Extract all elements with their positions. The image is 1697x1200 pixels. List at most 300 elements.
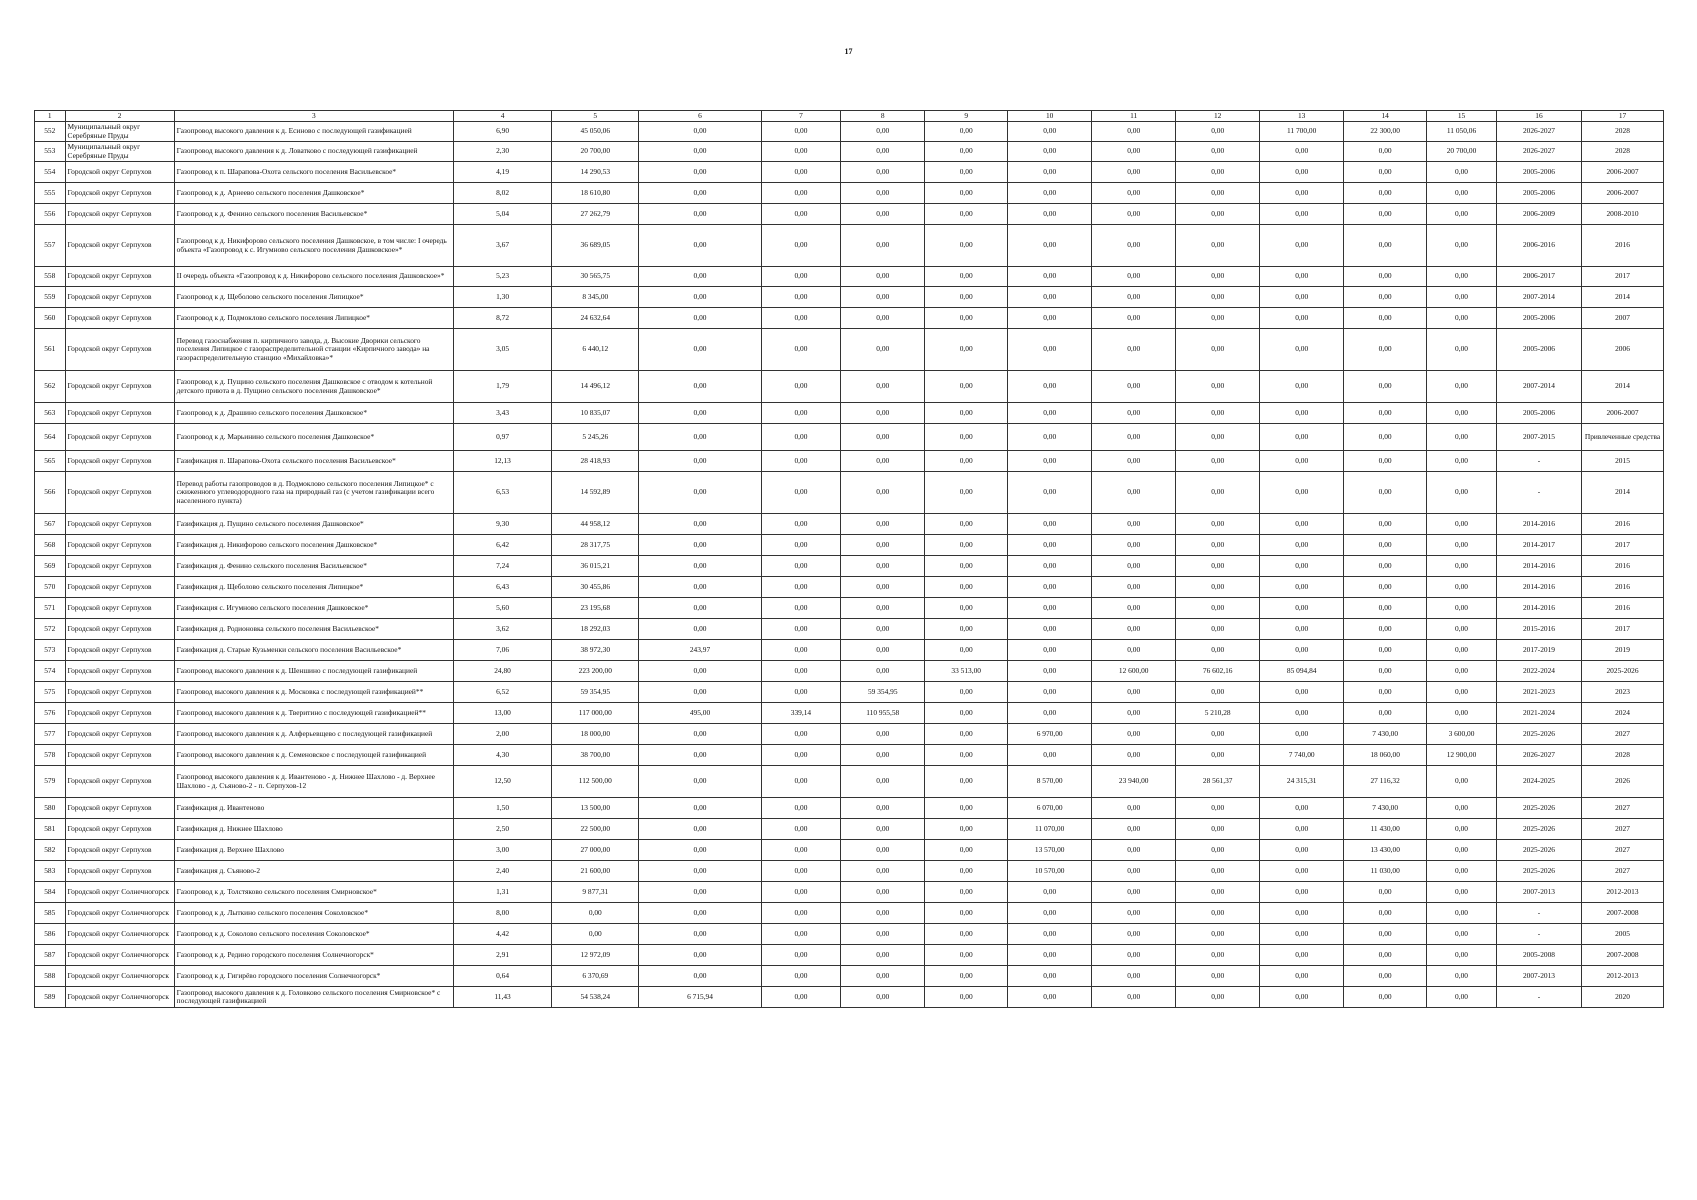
table-cell: 0,00 (1260, 703, 1344, 724)
table-cell: 1,50 (453, 798, 551, 819)
table-cell: Городской округ Серпухов (65, 640, 174, 661)
table-cell: 0,00 (639, 514, 761, 535)
table-cell: 0,00 (1427, 966, 1497, 987)
table-cell: 0,00 (1092, 798, 1176, 819)
table-cell: 5,23 (453, 267, 551, 287)
table-cell: 0,00 (761, 183, 841, 204)
table-cell: Газификация д. Съяново-2 (174, 861, 453, 882)
table-cell: Городской округ Серпухов (65, 204, 174, 225)
table-cell: 0,00 (841, 204, 925, 225)
column-header: 17 (1582, 111, 1664, 122)
table-cell: 0,00 (925, 640, 1008, 661)
table-cell: 570 (35, 577, 66, 598)
table-cell: 0,00 (761, 403, 841, 424)
table-cell: 0,00 (925, 162, 1008, 183)
table-cell: 572 (35, 619, 66, 640)
table-cell: Городской округ Серпухов (65, 745, 174, 766)
table-cell: 2006-2007 (1582, 183, 1664, 204)
header-row (35, 111, 1664, 122)
table-cell: 3,00 (453, 840, 551, 861)
table-cell: 0,00 (1008, 122, 1092, 142)
table-cell: 2014-2016 (1496, 577, 1581, 598)
table-cell: 0,00 (1427, 183, 1497, 204)
table-cell: 0,00 (552, 903, 639, 924)
table-cell: 0,00 (1092, 308, 1176, 329)
table-cell: 2020 (1582, 987, 1664, 1008)
table-cell: 0,00 (841, 122, 925, 142)
table-cell: 0,00 (1176, 745, 1260, 766)
table-cell: 2,50 (453, 819, 551, 840)
table-cell: 586 (35, 924, 66, 945)
table-cell: 0,00 (1176, 577, 1260, 598)
table-cell: 10 570,00 (1008, 861, 1092, 882)
column-header: 13 (1260, 111, 1344, 122)
table-cell: 0,00 (1260, 640, 1344, 661)
table-cell: Городской округ Серпухов (65, 329, 174, 371)
table-cell: 0,00 (639, 225, 761, 267)
table-cell: 0,00 (1092, 577, 1176, 598)
table-cell: Газопровод к п. Шарапова-Охота сельского поселения Васильевское* (174, 162, 453, 183)
table-cell: 8,02 (453, 183, 551, 204)
table-cell: Газопровод высокого давления к д. Головково сельского поселения Смирновское* с последующей газификацией (174, 987, 453, 1008)
table-cell: 0,00 (1427, 798, 1497, 819)
column-header: 1 (35, 111, 66, 122)
table-cell: 2025-2026 (1496, 861, 1581, 882)
table-cell: 0,00 (1092, 987, 1176, 1008)
table-cell: 117 000,00 (552, 703, 639, 724)
table-cell: 6,90 (453, 122, 551, 142)
table-row (35, 966, 1664, 987)
table-cell: 0,00 (1092, 556, 1176, 577)
table-cell: 0,00 (1092, 682, 1176, 703)
table-cell: Газопровод к д. Никифорово сельского поселения Дашковское, в том числе: I очередь объекта «Газопровод к с. Игумново сельского поселения Дашковское»* (174, 225, 453, 267)
table-cell: 2015 (1582, 451, 1664, 472)
table-cell: 0,00 (1092, 966, 1176, 987)
table-cell: 7,24 (453, 556, 551, 577)
table-cell: 0,00 (1344, 882, 1427, 903)
table-row (35, 451, 1664, 472)
table-row (35, 798, 1664, 819)
table-cell: 0,00 (1092, 122, 1176, 142)
table-cell: 0,00 (1427, 514, 1497, 535)
table-cell: 0,00 (1260, 987, 1344, 1008)
table-row (35, 724, 1664, 745)
table-cell: 36 015,21 (552, 556, 639, 577)
table-cell: Городской округ Серпухов (65, 682, 174, 703)
table-cell: 0,00 (1427, 267, 1497, 287)
table-cell: 0,00 (925, 329, 1008, 371)
table-cell: 0,00 (925, 966, 1008, 987)
table-cell: 6 715,94 (639, 987, 761, 1008)
table-cell: 0,00 (1344, 924, 1427, 945)
table-cell: 0,00 (1008, 682, 1092, 703)
table-cell: 0,00 (761, 122, 841, 142)
table-cell: 12 600,00 (1092, 661, 1176, 682)
table-cell: 0,00 (1260, 556, 1344, 577)
table-cell: 0,00 (1344, 945, 1427, 966)
table-cell: 2027 (1582, 861, 1664, 882)
table-cell: 339,14 (761, 703, 841, 724)
table-cell: 0,00 (1092, 598, 1176, 619)
table-cell: Городской округ Серпухов (65, 424, 174, 451)
table-cell: 0,00 (1176, 966, 1260, 987)
table-cell: 559 (35, 287, 66, 308)
table-cell: 0,00 (1176, 308, 1260, 329)
table-cell: 0,00 (841, 403, 925, 424)
table-cell: 0,00 (925, 598, 1008, 619)
table-cell: 0,00 (1344, 966, 1427, 987)
table-cell: 0,00 (761, 267, 841, 287)
table-cell: 7,06 (453, 640, 551, 661)
table-cell: 2006-2016 (1496, 225, 1581, 267)
table-cell: 0,00 (639, 267, 761, 287)
table-cell: 588 (35, 966, 66, 987)
table-cell: 6 440,12 (552, 329, 639, 371)
table-cell: 0,00 (1176, 371, 1260, 403)
table-cell: 0,97 (453, 424, 551, 451)
table-cell: 0,00 (1427, 861, 1497, 882)
table-cell: 2005-2006 (1496, 162, 1581, 183)
table-cell: 2021-2024 (1496, 703, 1581, 724)
table-cell: 0,00 (925, 840, 1008, 861)
table-cell: 0,00 (761, 619, 841, 640)
table-cell: Газопровод к д. Соколово сельского поселения Соколовское* (174, 924, 453, 945)
table-cell: 0,00 (841, 661, 925, 682)
table-cell: 2005-2006 (1496, 308, 1581, 329)
table-cell: 0,00 (925, 204, 1008, 225)
table-cell: 0,00 (1008, 451, 1092, 472)
table-cell: 23 195,68 (552, 598, 639, 619)
table-cell: 0,00 (925, 371, 1008, 403)
table-cell: 13 500,00 (552, 798, 639, 819)
table-cell: 0,00 (841, 514, 925, 535)
table-cell: 0,00 (925, 403, 1008, 424)
table-cell: 0,00 (639, 472, 761, 514)
table-row (35, 122, 1664, 142)
table-cell: 0,00 (1344, 472, 1427, 514)
table-cell: 0,00 (1260, 798, 1344, 819)
table-cell: 0,00 (1008, 472, 1092, 514)
table-cell: 0,00 (1008, 945, 1092, 966)
table-cell: Городской округ Солнечногорск (65, 924, 174, 945)
column-header: 9 (925, 111, 1008, 122)
table-cell: Газопровод к д. Арнеево сельского поселения Дашковское* (174, 183, 453, 204)
table-cell: 0,00 (1008, 424, 1092, 451)
table-cell: 0,00 (1344, 556, 1427, 577)
table-row (35, 840, 1664, 861)
table-cell: 0,00 (1176, 204, 1260, 225)
table-cell: Газопровод высокого давления к д. Тверитино с последующей газификацией** (174, 703, 453, 724)
table-cell: 0,00 (639, 598, 761, 619)
table-cell: Газификация д. Родионовка сельского поселения Васильевское* (174, 619, 453, 640)
table-cell: 2007 (1582, 308, 1664, 329)
table-cell: 0,00 (1344, 514, 1427, 535)
table-cell: 0,00 (761, 535, 841, 556)
table-cell: 2014 (1582, 371, 1664, 403)
table-cell: 566 (35, 472, 66, 514)
table-cell: 0,00 (1344, 661, 1427, 682)
table-cell: 2008-2010 (1582, 204, 1664, 225)
table-cell: 0,00 (841, 966, 925, 987)
table-cell: 0,00 (1008, 556, 1092, 577)
table-cell: 5 210,28 (1176, 703, 1260, 724)
table-cell: 0,00 (1427, 577, 1497, 598)
table-cell: Городской округ Солнечногорск (65, 882, 174, 903)
table-cell: 0,00 (639, 451, 761, 472)
table-cell: 0,00 (1260, 819, 1344, 840)
column-header: 15 (1427, 111, 1497, 122)
table-cell: 3,05 (453, 329, 551, 371)
table-cell: 2007-2014 (1496, 287, 1581, 308)
table-cell: 0,00 (1344, 598, 1427, 619)
table-cell: 2014-2017 (1496, 535, 1581, 556)
table-row (35, 472, 1664, 514)
table-cell: Газификация д. Верхнее Шахлово (174, 840, 453, 861)
table-cell: 5,60 (453, 598, 551, 619)
table-cell: 0,00 (1176, 682, 1260, 703)
table-cell: 2005-2008 (1496, 945, 1581, 966)
table-cell: 583 (35, 861, 66, 882)
table-cell: 0,00 (1092, 142, 1176, 162)
table-cell: 0,00 (761, 556, 841, 577)
table-cell: 0,00 (841, 556, 925, 577)
table-cell: 0,00 (761, 766, 841, 798)
table-cell: 2025-2026 (1496, 798, 1581, 819)
table-cell: Газопровод высокого давления к д. Есиново с последующей газификацией (174, 122, 453, 142)
table-cell: 2006 (1582, 329, 1664, 371)
table-row (35, 598, 1664, 619)
table-cell: 0,00 (761, 987, 841, 1008)
table-cell: 0,00 (925, 577, 1008, 598)
table-cell: 27 262,79 (552, 204, 639, 225)
table-cell: 578 (35, 745, 66, 766)
table-cell: 0,00 (1176, 514, 1260, 535)
table-cell: 0,00 (1092, 535, 1176, 556)
table-cell: 0,00 (1092, 819, 1176, 840)
table-cell: 0,00 (1092, 945, 1176, 966)
table-cell: 0,00 (1427, 840, 1497, 861)
table-cell: Газопровод высокого давления к д. Ловатково с последующей газификацией (174, 142, 453, 162)
data-table (34, 110, 1664, 1008)
table-cell: 11 430,00 (1344, 819, 1427, 840)
table-cell: Городской округ Солнечногорск (65, 945, 174, 966)
table-cell: 0,00 (1092, 882, 1176, 903)
table-cell: 0,00 (1260, 840, 1344, 861)
table-cell: Газопровод к д. Пущино сельского поселения Дашковское с отводом к котельной детского приюта в д. Пущино сельского поселения Дашковское* (174, 371, 453, 403)
table-cell: 582 (35, 840, 66, 861)
table-cell: 2014 (1582, 287, 1664, 308)
table-cell: 0,00 (1008, 924, 1092, 945)
table-cell: Городской округ Серпухов (65, 514, 174, 535)
table-row (35, 682, 1664, 703)
table-cell: 0,00 (841, 640, 925, 661)
table-cell: 0,00 (841, 183, 925, 204)
table-cell: 0,00 (925, 535, 1008, 556)
table-cell: 8,00 (453, 903, 551, 924)
table-cell: 0,00 (1260, 535, 1344, 556)
table-cell: 0,00 (1427, 225, 1497, 267)
table-cell: 18 060,00 (1344, 745, 1427, 766)
table-cell: 0,00 (1260, 329, 1344, 371)
table-cell: 2007-2008 (1582, 903, 1664, 924)
table-row (35, 204, 1664, 225)
table-cell: 0,00 (841, 451, 925, 472)
table-row (35, 766, 1664, 798)
table-cell: Газификация д. Пущино сельского поселения Дашковское* (174, 514, 453, 535)
table-cell: 0,00 (1092, 703, 1176, 724)
table-cell: 0,00 (1176, 798, 1260, 819)
table-row (35, 661, 1664, 682)
table-cell: 33 513,00 (925, 661, 1008, 682)
table-cell: 0,00 (1008, 183, 1092, 204)
table-cell: 0,00 (1427, 924, 1497, 945)
table-cell: 0,00 (1008, 619, 1092, 640)
table-cell: 0,00 (1008, 640, 1092, 661)
table-cell: 0,00 (1008, 535, 1092, 556)
table-row (35, 267, 1664, 287)
table-cell: 6,43 (453, 577, 551, 598)
table-cell: 0,00 (1008, 987, 1092, 1008)
table-cell: 0,00 (925, 882, 1008, 903)
table-cell: 0,00 (552, 924, 639, 945)
table-cell: 0,00 (1344, 162, 1427, 183)
table-cell: 21 600,00 (552, 861, 639, 882)
table-cell: 2026-2027 (1496, 142, 1581, 162)
table-cell: 0,00 (841, 766, 925, 798)
table-cell: 0,00 (1092, 640, 1176, 661)
table-cell: 0,00 (1008, 598, 1092, 619)
table-cell: 6,53 (453, 472, 551, 514)
table-cell: 0,00 (1176, 267, 1260, 287)
table-cell: Газопровод к д. Подмоклово сельского поселения Липицкое* (174, 308, 453, 329)
table-cell: - (1496, 987, 1581, 1008)
table-cell: 0,00 (1176, 861, 1260, 882)
table-cell: 0,00 (1260, 514, 1344, 535)
table-cell: Городской округ Серпухов (65, 766, 174, 798)
table-cell: 0,00 (1176, 162, 1260, 183)
table-cell: 2005 (1582, 924, 1664, 945)
table-cell: 0,64 (453, 966, 551, 987)
table-cell: Газопровод к д. Лыткино сельского поселения Соколовское* (174, 903, 453, 924)
table-cell: 1,79 (453, 371, 551, 403)
table-cell: 4,19 (453, 162, 551, 183)
table-cell: 9,30 (453, 514, 551, 535)
table-cell: 0,00 (841, 987, 925, 1008)
table-row (35, 577, 1664, 598)
table-cell: 0,00 (1176, 924, 1260, 945)
table-cell: 0,00 (1092, 225, 1176, 267)
table-cell: 556 (35, 204, 66, 225)
table-cell: 2016 (1582, 577, 1664, 598)
table-cell: 0,00 (1344, 703, 1427, 724)
table-cell: 584 (35, 882, 66, 903)
table-cell: 0,00 (639, 122, 761, 142)
table-cell: 0,00 (1176, 819, 1260, 840)
table-cell: 2014-2016 (1496, 556, 1581, 577)
table-cell: Газопровод к д. Редино городского поселения Солнечногорск* (174, 945, 453, 966)
table-cell: Газопровод к д. Гигирёво городского поселения Солнечногорск* (174, 966, 453, 987)
table-cell: 0,00 (639, 577, 761, 598)
table-cell: 18 610,80 (552, 183, 639, 204)
table-cell: 0,00 (1176, 329, 1260, 371)
table-cell: 0,00 (639, 724, 761, 745)
table-cell: 0,00 (925, 451, 1008, 472)
table-cell: 0,00 (1427, 556, 1497, 577)
table-cell: 0,00 (925, 308, 1008, 329)
table-cell: 0,00 (1008, 162, 1092, 183)
table-cell: 6,52 (453, 682, 551, 703)
table-cell: 560 (35, 308, 66, 329)
table-cell: 574 (35, 661, 66, 682)
table-body (35, 122, 1664, 1008)
table-cell: 4,42 (453, 924, 551, 945)
table-cell: 13 570,00 (1008, 840, 1092, 861)
table-cell: Газопровод высокого давления к д. Семеновское с последующей газификацией (174, 745, 453, 766)
table-cell: Городской округ Серпухов (65, 308, 174, 329)
table-cell: Газопровод к д. Драшино сельского поселения Дашковское* (174, 403, 453, 424)
table-cell: 0,00 (1427, 882, 1497, 903)
table-cell: 573 (35, 640, 66, 661)
table-cell: 0,00 (1427, 371, 1497, 403)
table-row (35, 308, 1664, 329)
table-cell: 6,42 (453, 535, 551, 556)
table-cell: 0,00 (761, 882, 841, 903)
table-cell: 5 245,26 (552, 424, 639, 451)
table-cell: 2026 (1582, 766, 1664, 798)
table-cell: 0,00 (761, 451, 841, 472)
table-cell: 0,00 (1344, 204, 1427, 225)
table-cell: 38 700,00 (552, 745, 639, 766)
table-cell: 0,00 (925, 766, 1008, 798)
table-cell: 0,00 (1008, 514, 1092, 535)
table-cell: 0,00 (1344, 619, 1427, 640)
table-cell: 580 (35, 798, 66, 819)
table-cell: 0,00 (1092, 924, 1176, 945)
table-cell: 0,00 (639, 861, 761, 882)
table-cell: 0,00 (1260, 308, 1344, 329)
table-cell: 0,00 (841, 798, 925, 819)
table-cell: 2024-2025 (1496, 766, 1581, 798)
table-cell: 0,00 (761, 745, 841, 766)
table-cell: 0,00 (1344, 329, 1427, 371)
table-cell: 568 (35, 535, 66, 556)
table-cell: 0,00 (1008, 577, 1092, 598)
table-cell: 0,00 (1260, 882, 1344, 903)
table-cell: 18 292,03 (552, 619, 639, 640)
table-cell: 0,00 (639, 745, 761, 766)
table-cell: Городской округ Солнечногорск (65, 966, 174, 987)
table-cell: Газопровод высокого давления к д. Алферьевщево с последующей газификацией (174, 724, 453, 745)
table-cell: 3 600,00 (1427, 724, 1497, 745)
table-cell: 0,00 (841, 819, 925, 840)
table-cell: Городской округ Серпухов (65, 861, 174, 882)
table-cell: 0,00 (925, 225, 1008, 267)
table-row (35, 371, 1664, 403)
table-cell: 0,00 (761, 945, 841, 966)
table-cell: 0,00 (1176, 556, 1260, 577)
table-cell: 0,00 (1008, 142, 1092, 162)
table-cell: 561 (35, 329, 66, 371)
table-cell: 0,00 (841, 840, 925, 861)
table-cell: 0,00 (925, 556, 1008, 577)
table-cell: 0,00 (925, 682, 1008, 703)
table-cell: 85 094,84 (1260, 661, 1344, 682)
table-cell: 0,00 (1176, 424, 1260, 451)
table-cell: 0,00 (1427, 640, 1497, 661)
table-cell: 562 (35, 371, 66, 403)
table-cell: 0,00 (1427, 535, 1497, 556)
table-cell: Городской округ Серпухов (65, 451, 174, 472)
